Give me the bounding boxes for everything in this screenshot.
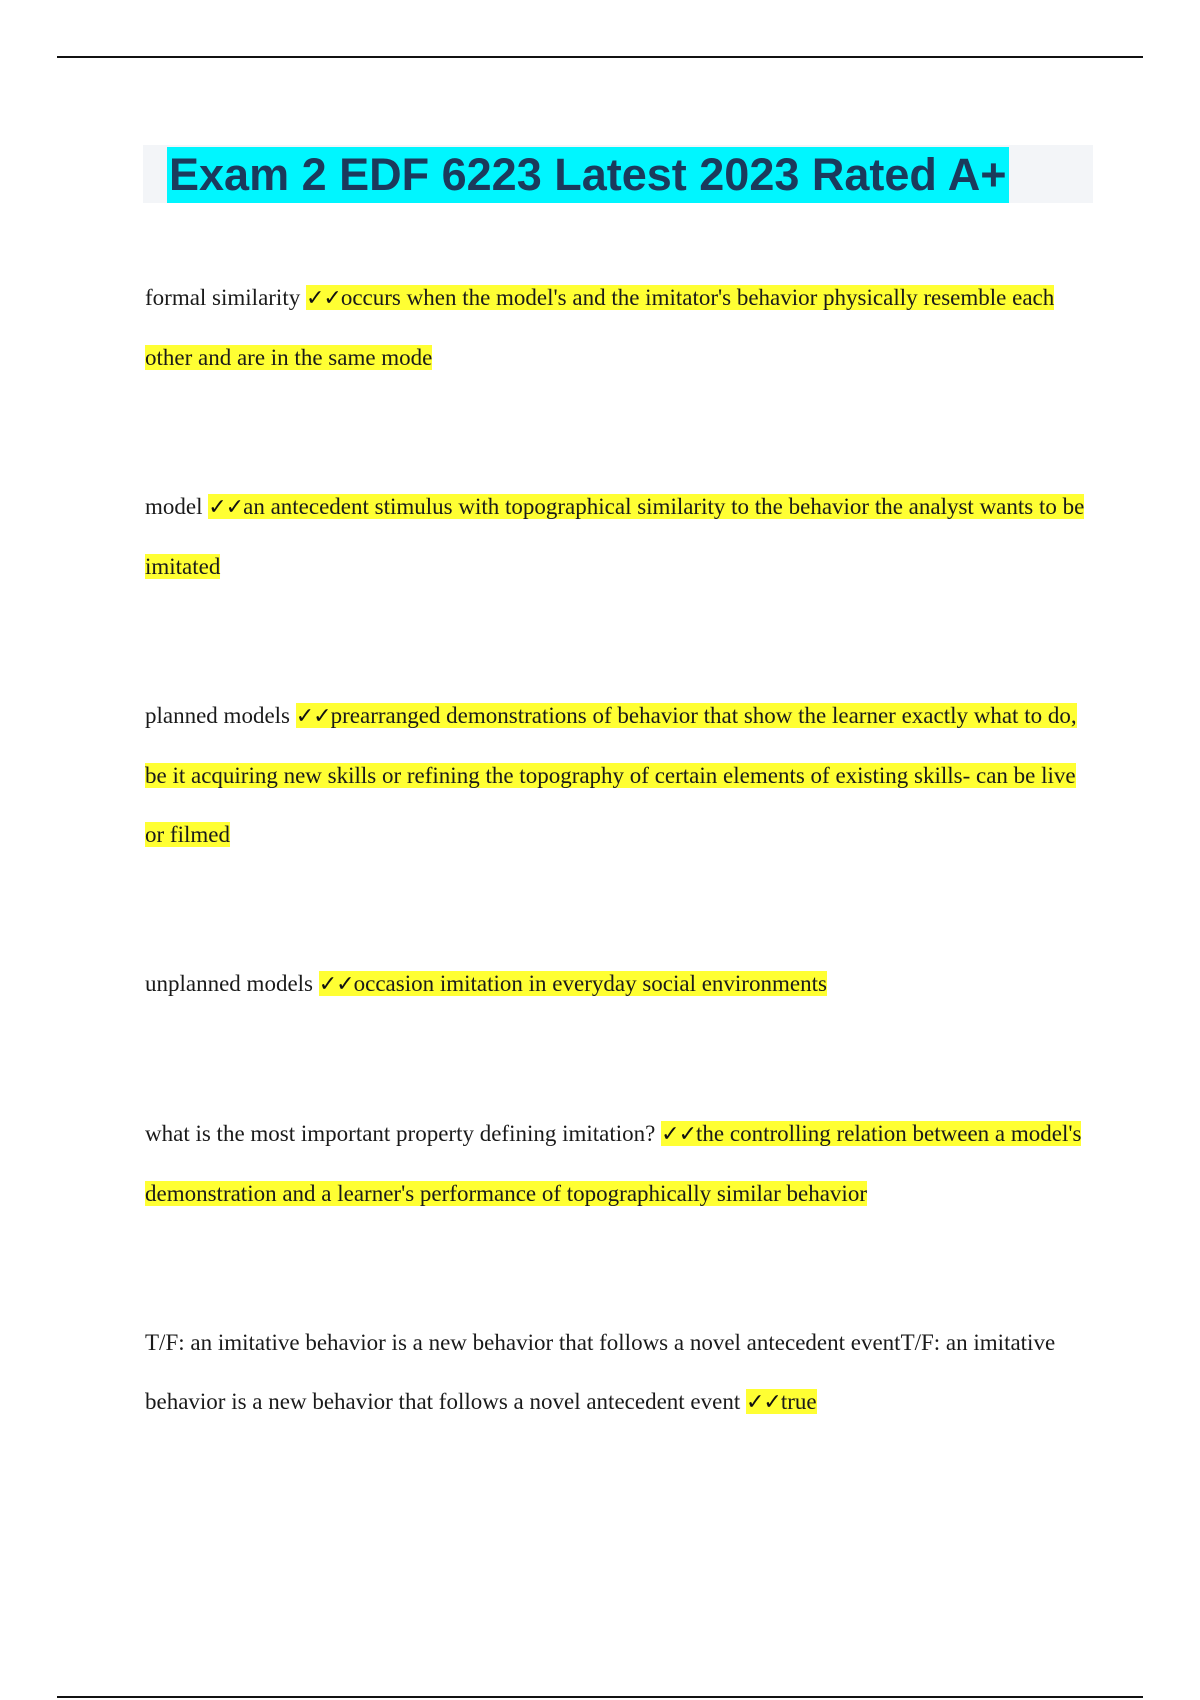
flashcard-answer-highlight xyxy=(145,494,1084,579)
double-check-icon: ✓✓ xyxy=(745,1390,781,1415)
flashcard-entry-imitation-property xyxy=(145,1104,1085,1223)
flashcard-term: unplanned models xyxy=(145,971,319,996)
top-rule xyxy=(57,56,1143,58)
flashcard-answer: true xyxy=(780,1389,817,1414)
double-check-icon: ✓✓ xyxy=(295,704,331,729)
flashcard-answer-highlight xyxy=(746,1389,817,1414)
flashcard-answer-highlight xyxy=(319,971,827,996)
flashcard-term: formal similarity xyxy=(145,285,306,310)
flashcard-term: what is the most important property defining imitation? xyxy=(145,1121,662,1146)
flashcard-answer: prearranged demonstrations of behavior that show the learner exactly what to do, be it acquiring new skills or refining the topography of certain elements of existing skills- can be live or filmed xyxy=(145,703,1077,847)
flashcard-term: T/F: an imitative behavior is a new behavior that follows a novel antecedent eventT/F: an imitative behavior is a new behavior that follows a novel antecedent event xyxy=(145,1330,1056,1414)
flashcard-answer: the controlling relation between a model's demonstration and a learner's performance of topographically similar behavior xyxy=(145,1121,1082,1206)
flashcard-term: model xyxy=(145,494,209,519)
flashcard-term: planned models xyxy=(145,703,296,728)
flashcard-list xyxy=(145,268,1085,1432)
flashcard-answer: occasion imitation in everyday social environments xyxy=(353,971,827,996)
flashcard-entry-true-false xyxy=(145,1313,1085,1432)
flashcard-answer: occurs when the model's and the imitator's behavior physically resemble each other and are in the same mode xyxy=(145,285,1055,370)
page-title: Exam 2 EDF 6223 Latest 2023 Rated A+ xyxy=(167,147,1009,203)
double-check-icon: ✓✓ xyxy=(305,286,341,311)
flashcard-entry-model xyxy=(145,477,1085,596)
flashcard-answer: an antecedent stimulus with topographical similarity to the behavior the analyst wants to be imitated xyxy=(145,494,1085,579)
flashcard-entry-formal-similarity xyxy=(145,268,1085,387)
bottom-rule xyxy=(57,1696,1143,1698)
double-check-icon: ✓✓ xyxy=(208,495,244,520)
flashcard-entry-planned-models xyxy=(145,686,1085,864)
flashcard-entry-unplanned-models xyxy=(145,954,1085,1014)
double-check-icon: ✓✓ xyxy=(661,1122,697,1147)
double-check-icon: ✓✓ xyxy=(318,972,354,997)
